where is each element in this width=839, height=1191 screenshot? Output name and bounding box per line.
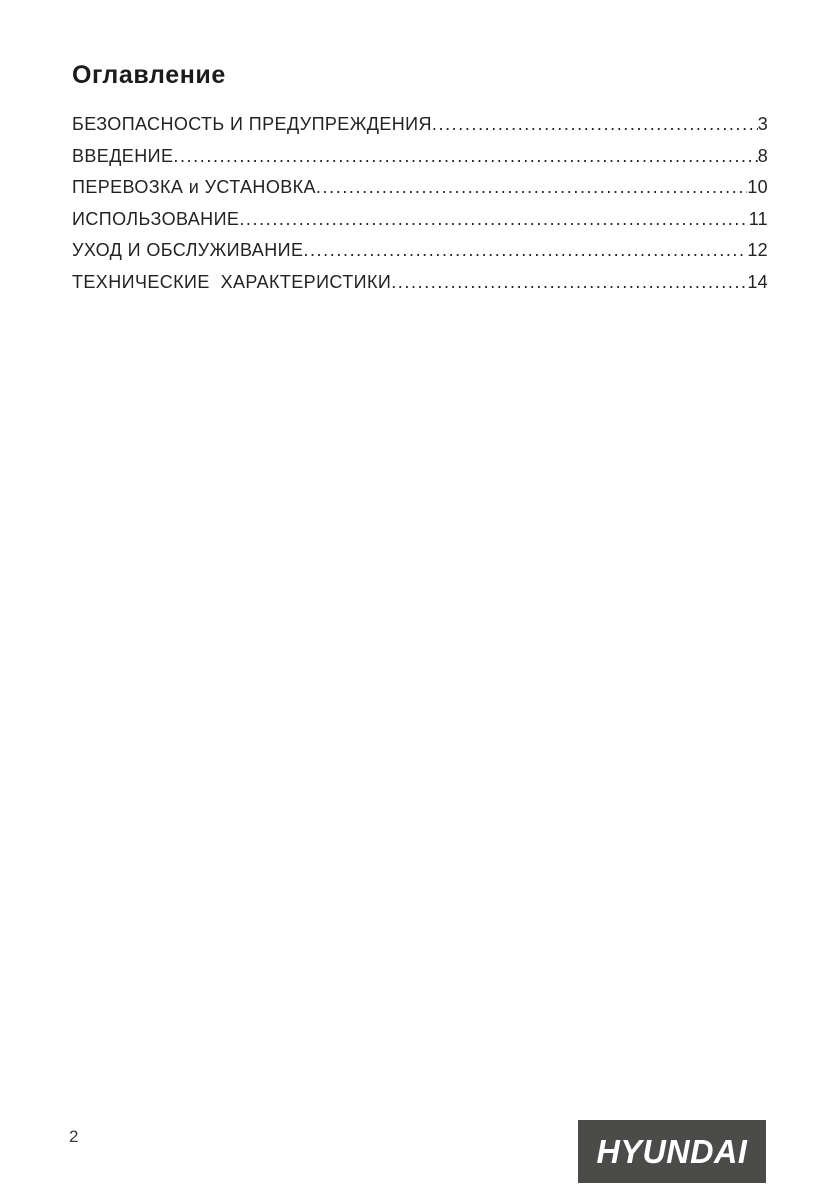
toc-entry-usage	[72, 209, 768, 241]
hyundai-logo-text: HYUNDAI	[596, 1133, 748, 1170]
table-of-contents	[72, 114, 768, 303]
toc-entry-introduction	[72, 146, 768, 178]
dot-leader	[316, 177, 747, 198]
toc-entry-label: УХОД И ОБСЛУЖИВАНИЕ	[72, 240, 304, 260]
hyundai-logo-box	[578, 1120, 766, 1183]
toc-entry-page: 3	[757, 114, 768, 134]
toc-entry-safety	[72, 114, 768, 146]
toc-entry-page: 10	[747, 177, 768, 197]
dot-leader	[239, 209, 748, 230]
footer-page-number: 2	[69, 1127, 79, 1146]
toc-entry-care-maintenance	[72, 240, 768, 272]
dot-leader	[391, 272, 747, 293]
toc-entry-page: 11	[748, 208, 768, 229]
toc-entry-page: 8	[757, 145, 768, 166]
toc-entry-label: ВВЕДЕНИЕ	[72, 145, 174, 166]
document-page	[72, 62, 768, 303]
toc-entry-transport-installation	[72, 177, 768, 209]
toc-entry-label: БЕЗОПАСНОСТЬ И ПРЕДУПРЕЖДЕНИЯ	[72, 114, 432, 134]
dot-leader	[303, 240, 747, 261]
toc-entry-label: ИСПОЛЬЗОВАНИЕ	[72, 208, 240, 229]
dot-leader	[173, 146, 757, 167]
toc-entry-technical-specs	[72, 272, 768, 304]
toc-entry-page: 12	[747, 240, 768, 260]
toc-entry-label: ПЕРЕВОЗКА и УСТАНОВКА	[72, 177, 316, 197]
toc-entry-page: 14	[747, 271, 768, 292]
dot-leader	[432, 114, 758, 135]
toc-entry-label: ТЕХНИЧЕСКИЕ ХАРАКТЕРИСТИКИ	[72, 271, 392, 292]
page-title: Оглавление	[72, 61, 226, 89]
